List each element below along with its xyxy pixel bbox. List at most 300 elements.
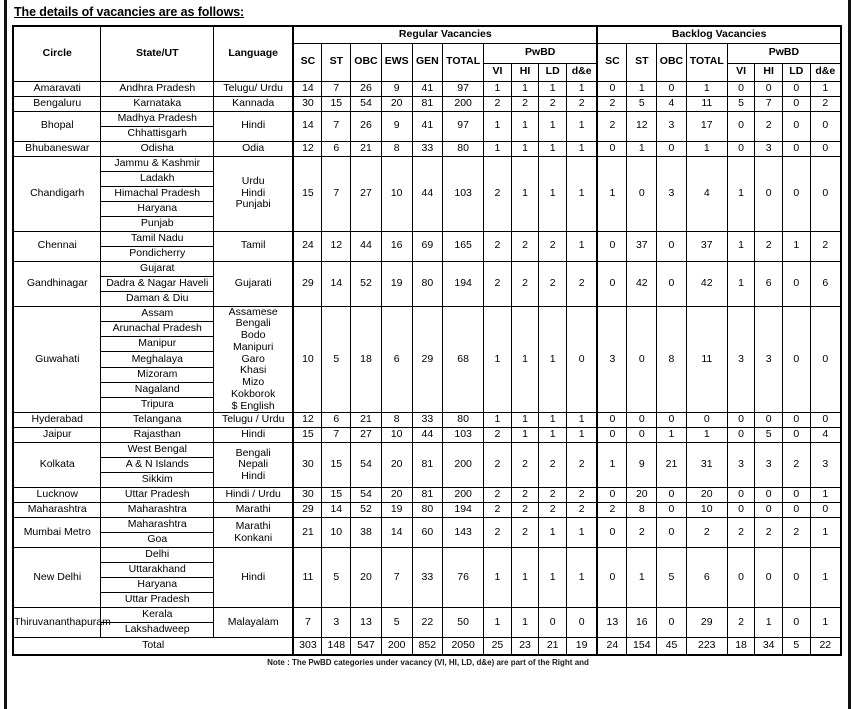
cell-language: Gujarati	[214, 261, 294, 306]
cell-regular-ews: 5	[381, 608, 412, 638]
cell-regular-ews: 19	[381, 261, 412, 306]
cell-total-regular-st: 148	[322, 638, 351, 655]
cell-circle: Kolkata	[13, 443, 101, 488]
cell-circle: Amaravati	[13, 81, 101, 96]
cell-regular-st: 15	[322, 96, 351, 111]
cell-state-ut: Tripura	[101, 398, 214, 413]
cell-regular-pwbd-vi: 2	[484, 261, 512, 306]
cell-regular-st: 12	[322, 231, 351, 261]
cell-regular-sc: 29	[293, 503, 322, 518]
cell-backlog-total: 2	[686, 518, 727, 548]
cell-language	[214, 443, 294, 488]
cell-regular-pwbd-ld: 2	[539, 488, 567, 503]
language-line: Assamese	[228, 305, 278, 318]
cell-backlog-pwbd-hi: 3	[755, 306, 783, 413]
cell-backlog-st: 8	[627, 503, 657, 518]
cell-state-ut: Telangana	[101, 413, 214, 428]
cell-backlog-st: 1	[627, 81, 657, 96]
cell-backlog-sc: 3	[597, 306, 627, 413]
cell-regular-total: 200	[443, 443, 484, 488]
language-line: Nepali	[238, 458, 269, 471]
cell-state-ut: Lakshadweep	[101, 623, 214, 638]
page-title: The details of vacancies are as follows:	[14, 5, 245, 19]
cell-regular-pwbd-hi: 1	[511, 608, 539, 638]
cell-backlog-pwbd-hi: 3	[755, 141, 783, 156]
cell-circle: Chennai	[13, 231, 101, 261]
cell-regular-pwbd-vi: 2	[484, 156, 512, 231]
cell-backlog-sc: 0	[597, 261, 627, 306]
cell-regular-pwbd-hi: 1	[511, 141, 539, 156]
cell-regular-obc: 27	[351, 428, 382, 443]
cell-backlog-pwbd-hi: 0	[755, 156, 783, 231]
cell-backlog-pwbd-vi: 3	[727, 306, 755, 413]
cell-backlog-pwbd-de: 0	[810, 413, 841, 428]
table-row	[13, 443, 841, 458]
cell-regular-ews: 6	[381, 306, 412, 413]
page-left-margin-rule	[4, 0, 7, 709]
table-footnote: Note : The PwBD categories under vacancy (VI, HI, LD, d&e) are part of the Right and	[267, 657, 589, 667]
cell-regular-obc: 54	[351, 96, 382, 111]
cell-language: Hindi / Urdu	[214, 488, 294, 503]
cell-language	[214, 306, 294, 413]
cell-state-ut: Dadra & Nagar Haveli	[101, 276, 214, 291]
cell-backlog-st: 2	[627, 518, 657, 548]
cell-backlog-pwbd-ld: 0	[782, 261, 810, 306]
table-row	[13, 608, 841, 623]
cell-backlog-obc: 5	[657, 548, 687, 608]
cell-backlog-total: 29	[686, 608, 727, 638]
cell-regular-total: 97	[443, 111, 484, 141]
cell-regular-pwbd-hi: 1	[511, 548, 539, 608]
cell-backlog-pwbd-hi: 0	[755, 503, 783, 518]
cell-total-regular-ews: 200	[381, 638, 412, 655]
cell-circle: Jaipur	[13, 428, 101, 443]
cell-regular-obc: 21	[351, 413, 382, 428]
cell-backlog-pwbd-de: 0	[810, 306, 841, 413]
cell-backlog-pwbd-de: 2	[810, 96, 841, 111]
cell-regular-total: 103	[443, 156, 484, 231]
cell-language: Malayalam	[214, 608, 294, 638]
col-header-backlog-pwbd-ld: LD	[782, 63, 810, 81]
cell-regular-pwbd-hi: 1	[511, 428, 539, 443]
cell-total-regular-pwbd-ld: 21	[539, 638, 567, 655]
cell-backlog-pwbd-de: 1	[810, 548, 841, 608]
cell-backlog-obc: 3	[657, 156, 687, 231]
cell-backlog-obc: 21	[657, 443, 687, 488]
cell-backlog-st: 0	[627, 306, 657, 413]
cell-backlog-sc: 0	[597, 141, 627, 156]
language-line: Punjabi	[235, 198, 271, 211]
cell-regular-sc: 21	[293, 518, 322, 548]
cell-state-ut: Karnataka	[101, 96, 214, 111]
cell-backlog-pwbd-vi: 1	[727, 261, 755, 306]
col-header-backlog-pwbd: PwBD	[727, 43, 841, 63]
cell-backlog-pwbd-de: 1	[810, 518, 841, 548]
cell-backlog-pwbd-vi: 0	[727, 548, 755, 608]
cell-backlog-pwbd-vi: 5	[727, 96, 755, 111]
col-header-language: Language	[214, 26, 294, 81]
col-header-backlog-vacancies: Backlog Vacancies	[597, 26, 841, 43]
cell-backlog-pwbd-vi: 2	[727, 518, 755, 548]
table-row	[13, 518, 841, 533]
cell-regular-total: 200	[443, 488, 484, 503]
cell-regular-pwbd-de: 0	[566, 306, 597, 413]
cell-backlog-pwbd-hi: 2	[755, 518, 783, 548]
col-header-regular-pwbd-hi: HI	[511, 63, 539, 81]
col-header-regular-st: ST	[322, 43, 351, 81]
table-total-row	[13, 638, 841, 655]
cell-total-backlog-pwbd-ld: 5	[782, 638, 810, 655]
cell-regular-ews: 20	[381, 488, 412, 503]
col-header-regular-gen: GEN	[412, 43, 443, 81]
cell-state-ut: Nagaland	[101, 382, 214, 397]
cell-regular-total: 97	[443, 81, 484, 96]
cell-regular-st: 15	[322, 488, 351, 503]
cell-regular-pwbd-hi: 1	[511, 81, 539, 96]
language-line: $ English	[231, 399, 275, 412]
cell-total-backlog-sc: 24	[597, 638, 627, 655]
cell-backlog-pwbd-hi: 2	[755, 111, 783, 141]
cell-backlog-total: 1	[686, 428, 727, 443]
cell-regular-sc: 10	[293, 306, 322, 413]
cell-circle: Guwahati	[13, 306, 101, 413]
cell-regular-obc: 54	[351, 488, 382, 503]
cell-backlog-pwbd-hi: 5	[755, 428, 783, 443]
cell-regular-ews: 20	[381, 443, 412, 488]
cell-regular-ews: 19	[381, 503, 412, 518]
cell-backlog-st: 16	[627, 608, 657, 638]
cell-backlog-obc: 0	[657, 518, 687, 548]
cell-regular-pwbd-ld: 1	[539, 428, 567, 443]
cell-backlog-total: 10	[686, 503, 727, 518]
cell-backlog-pwbd-de: 2	[810, 231, 841, 261]
cell-backlog-pwbd-hi: 0	[755, 488, 783, 503]
cell-language: Telugu/ Urdu	[214, 81, 294, 96]
cell-regular-sc: 12	[293, 141, 322, 156]
cell-regular-sc: 24	[293, 231, 322, 261]
cell-regular-pwbd-hi: 2	[511, 443, 539, 488]
cell-regular-st: 14	[322, 503, 351, 518]
cell-backlog-pwbd-hi: 7	[755, 96, 783, 111]
cell-state-ut: West Bengal	[101, 443, 214, 458]
cell-state-ut: Meghalaya	[101, 352, 214, 367]
cell-backlog-pwbd-de: 1	[810, 488, 841, 503]
language-line: Marathi	[235, 520, 271, 532]
cell-language: Odia	[214, 141, 294, 156]
cell-regular-obc: 20	[351, 548, 382, 608]
table-row	[13, 141, 841, 156]
cell-regular-total: 50	[443, 608, 484, 638]
cell-backlog-pwbd-hi: 0	[755, 81, 783, 96]
cell-backlog-obc: 0	[657, 413, 687, 428]
cell-backlog-pwbd-ld: 0	[782, 156, 810, 231]
cell-backlog-st: 1	[627, 141, 657, 156]
cell-backlog-sc: 0	[597, 548, 627, 608]
cell-total-backlog-pwbd-de: 22	[810, 638, 841, 655]
cell-backlog-st: 0	[627, 156, 657, 231]
cell-total-regular-pwbd-hi: 23	[511, 638, 539, 655]
cell-regular-gen: 81	[412, 488, 443, 503]
cell-backlog-pwbd-ld: 0	[782, 428, 810, 443]
cell-regular-st: 10	[322, 518, 351, 548]
table-row	[13, 111, 841, 126]
cell-state-ut: Himachal Pradesh	[101, 186, 214, 201]
cell-total-backlog-obc: 45	[657, 638, 687, 655]
cell-regular-obc: 27	[351, 156, 382, 231]
cell-regular-st: 7	[322, 111, 351, 141]
cell-backlog-pwbd-vi: 0	[727, 111, 755, 141]
cell-backlog-obc: 0	[657, 141, 687, 156]
cell-backlog-pwbd-de: 3	[810, 443, 841, 488]
table-row	[13, 428, 841, 443]
col-header-backlog-obc: OBC	[657, 43, 687, 81]
cell-regular-obc: 26	[351, 81, 382, 96]
cell-backlog-total: 11	[686, 306, 727, 413]
cell-language: Hindi	[214, 548, 294, 608]
cell-backlog-total: 11	[686, 96, 727, 111]
cell-regular-total: 76	[443, 548, 484, 608]
cell-regular-st: 14	[322, 261, 351, 306]
cell-regular-pwbd-de: 2	[566, 443, 597, 488]
cell-regular-sc: 30	[293, 443, 322, 488]
cell-state-ut: Daman & Diu	[101, 291, 214, 306]
cell-state-ut: Odisha	[101, 141, 214, 156]
cell-backlog-pwbd-de: 0	[810, 156, 841, 231]
cell-backlog-sc: 2	[597, 111, 627, 141]
cell-backlog-obc: 1	[657, 428, 687, 443]
col-header-regular-ews: EWS	[381, 43, 412, 81]
cell-backlog-total: 17	[686, 111, 727, 141]
cell-backlog-total: 1	[686, 141, 727, 156]
cell-regular-pwbd-de: 1	[566, 548, 597, 608]
cell-total-label: Total	[13, 638, 293, 655]
cell-backlog-pwbd-vi: 2	[727, 608, 755, 638]
cell-backlog-pwbd-hi: 6	[755, 261, 783, 306]
cell-regular-gen: 81	[412, 96, 443, 111]
cell-backlog-pwbd-ld: 0	[782, 111, 810, 141]
table-row	[13, 156, 841, 171]
cell-total-regular-pwbd-de: 19	[566, 638, 597, 655]
cell-regular-pwbd-vi: 2	[484, 503, 512, 518]
cell-backlog-total: 6	[686, 548, 727, 608]
cell-language	[214, 156, 294, 231]
cell-regular-obc: 54	[351, 443, 382, 488]
cell-circle: Gandhinagar	[13, 261, 101, 306]
cell-total-regular-obc: 547	[351, 638, 382, 655]
cell-backlog-sc: 1	[597, 156, 627, 231]
cell-backlog-obc: 0	[657, 81, 687, 96]
cell-regular-sc: 11	[293, 548, 322, 608]
cell-regular-gen: 81	[412, 443, 443, 488]
cell-regular-pwbd-de: 1	[566, 413, 597, 428]
col-header-regular-pwbd-de: d&e	[566, 63, 597, 81]
cell-state-ut: Madhya Pradesh	[101, 111, 214, 126]
table-row	[13, 306, 841, 321]
cell-total-regular-sc: 303	[293, 638, 322, 655]
col-header-backlog-st: ST	[627, 43, 657, 81]
cell-regular-pwbd-de: 2	[566, 261, 597, 306]
table-body	[13, 81, 841, 655]
cell-backlog-pwbd-ld: 0	[782, 413, 810, 428]
cell-regular-pwbd-de: 1	[566, 231, 597, 261]
cell-backlog-pwbd-ld: 0	[782, 81, 810, 96]
cell-regular-pwbd-vi: 2	[484, 231, 512, 261]
cell-backlog-total: 42	[686, 261, 727, 306]
cell-regular-total: 194	[443, 261, 484, 306]
language-line: Garo	[241, 352, 265, 365]
col-header-backlog-pwbd-vi: VI	[727, 63, 755, 81]
cell-regular-pwbd-hi: 1	[511, 156, 539, 231]
cell-regular-total: 194	[443, 503, 484, 518]
cell-circle: Thiruvananthapuram	[13, 608, 101, 638]
cell-backlog-pwbd-ld: 1	[782, 231, 810, 261]
cell-backlog-obc: 4	[657, 96, 687, 111]
cell-total-backlog-st: 154	[627, 638, 657, 655]
language-line: Hindi	[241, 470, 266, 483]
cell-regular-sc: 15	[293, 428, 322, 443]
language-line: Manipuri	[233, 340, 274, 353]
cell-backlog-obc: 0	[657, 503, 687, 518]
cell-regular-sc: 12	[293, 413, 322, 428]
language-line: Khasi	[240, 364, 267, 377]
cell-regular-gen: 33	[412, 413, 443, 428]
col-header-regular-pwbd-ld: LD	[539, 63, 567, 81]
cell-state-ut: Tamil Nadu	[101, 231, 214, 246]
cell-backlog-sc: 0	[597, 231, 627, 261]
cell-regular-pwbd-vi: 2	[484, 96, 512, 111]
cell-regular-pwbd-vi: 1	[484, 413, 512, 428]
cell-language: Marathi	[214, 503, 294, 518]
language-line: Mizo	[242, 376, 265, 388]
cell-backlog-pwbd-de: 1	[810, 608, 841, 638]
cell-regular-obc: 26	[351, 111, 382, 141]
cell-regular-total: 80	[443, 413, 484, 428]
cell-backlog-pwbd-ld: 0	[782, 608, 810, 638]
header-row-groups	[13, 26, 841, 43]
cell-circle: Bhubaneswar	[13, 141, 101, 156]
cell-state-ut: Jammu & Kashmir	[101, 156, 214, 171]
cell-backlog-sc: 1	[597, 443, 627, 488]
cell-regular-pwbd-hi: 2	[511, 261, 539, 306]
cell-state-ut: Haryana	[101, 578, 214, 593]
cell-regular-pwbd-ld: 0	[539, 608, 567, 638]
cell-backlog-pwbd-ld: 0	[782, 503, 810, 518]
cell-regular-pwbd-de: 1	[566, 156, 597, 231]
cell-regular-ews: 8	[381, 413, 412, 428]
cell-regular-st: 7	[322, 81, 351, 96]
cell-backlog-pwbd-vi: 0	[727, 413, 755, 428]
cell-regular-ews: 8	[381, 141, 412, 156]
cell-regular-pwbd-de: 0	[566, 608, 597, 638]
cell-regular-pwbd-vi: 1	[484, 306, 512, 413]
cell-backlog-pwbd-vi: 0	[727, 503, 755, 518]
table-row	[13, 413, 841, 428]
cell-backlog-st: 42	[627, 261, 657, 306]
cell-regular-sc: 7	[293, 608, 322, 638]
cell-circle: Maharashtra	[13, 503, 101, 518]
cell-regular-pwbd-de: 2	[566, 96, 597, 111]
col-header-regular-pwbd: PwBD	[484, 43, 598, 63]
cell-circle: Mumbai Metro	[13, 518, 101, 548]
cell-state-ut: Punjab	[101, 216, 214, 231]
table-row	[13, 503, 841, 518]
cell-regular-pwbd-de: 1	[566, 141, 597, 156]
cell-regular-pwbd-ld: 2	[539, 443, 567, 488]
cell-backlog-pwbd-ld: 2	[782, 518, 810, 548]
table-row	[13, 261, 841, 276]
cell-regular-pwbd-ld: 2	[539, 503, 567, 518]
cell-circle: Bhopal	[13, 111, 101, 141]
cell-state-ut: Uttarakhand	[101, 563, 214, 578]
cell-state-ut: Uttar Pradesh	[101, 593, 214, 608]
cell-backlog-pwbd-hi: 2	[755, 231, 783, 261]
cell-regular-gen: 33	[412, 548, 443, 608]
document-page	[12, 0, 844, 709]
cell-state-ut: Chhattisgarh	[101, 126, 214, 141]
cell-regular-obc: 13	[351, 608, 382, 638]
cell-backlog-pwbd-hi: 1	[755, 608, 783, 638]
col-header-backlog-pwbd-de: d&e	[810, 63, 841, 81]
cell-regular-obc: 38	[351, 518, 382, 548]
cell-backlog-st: 0	[627, 428, 657, 443]
cell-regular-gen: 41	[412, 111, 443, 141]
language-line: Bengali	[235, 317, 271, 330]
cell-total-regular-pwbd-vi: 25	[484, 638, 512, 655]
cell-regular-gen: 44	[412, 428, 443, 443]
cell-regular-ews: 10	[381, 156, 412, 231]
cell-regular-total: 200	[443, 96, 484, 111]
cell-backlog-total: 0	[686, 413, 727, 428]
cell-regular-gen: 80	[412, 503, 443, 518]
cell-regular-pwbd-de: 2	[566, 503, 597, 518]
cell-regular-pwbd-de: 1	[566, 518, 597, 548]
cell-state-ut: Arunachal Pradesh	[101, 321, 214, 336]
cell-state-ut: Ladakh	[101, 171, 214, 186]
cell-backlog-pwbd-ld: 0	[782, 548, 810, 608]
cell-regular-total: 165	[443, 231, 484, 261]
cell-backlog-sc: 0	[597, 488, 627, 503]
col-header-backlog-total: TOTAL	[686, 43, 727, 81]
col-header-regular-obc: OBC	[351, 43, 382, 81]
cell-regular-pwbd-hi: 2	[511, 96, 539, 111]
language-line: Bodo	[240, 329, 266, 341]
cell-circle: Hyderabad	[13, 413, 101, 428]
cell-regular-gen: 69	[412, 231, 443, 261]
cell-regular-pwbd-vi: 1	[484, 141, 512, 156]
cell-regular-pwbd-hi: 2	[511, 488, 539, 503]
cell-regular-sc: 15	[293, 156, 322, 231]
cell-circle: Chandigarh	[13, 156, 101, 231]
cell-backlog-obc: 0	[657, 261, 687, 306]
cell-backlog-pwbd-vi: 0	[727, 488, 755, 503]
cell-backlog-pwbd-hi: 3	[755, 443, 783, 488]
cell-language: Hindi	[214, 428, 294, 443]
cell-total-regular-gen: 852	[412, 638, 443, 655]
cell-language: Kannada	[214, 96, 294, 111]
cell-regular-pwbd-hi: 1	[511, 306, 539, 413]
cell-backlog-total: 1	[686, 81, 727, 96]
cell-total-backlog-pwbd-vi: 18	[727, 638, 755, 655]
cell-regular-pwbd-vi: 2	[484, 518, 512, 548]
cell-regular-pwbd-ld: 2	[539, 261, 567, 306]
cell-regular-sc: 30	[293, 96, 322, 111]
cell-backlog-st: 9	[627, 443, 657, 488]
cell-language: Hindi	[214, 111, 294, 141]
cell-regular-ews: 10	[381, 428, 412, 443]
table-row	[13, 548, 841, 563]
cell-state-ut: Delhi	[101, 548, 214, 563]
cell-backlog-obc: 8	[657, 306, 687, 413]
